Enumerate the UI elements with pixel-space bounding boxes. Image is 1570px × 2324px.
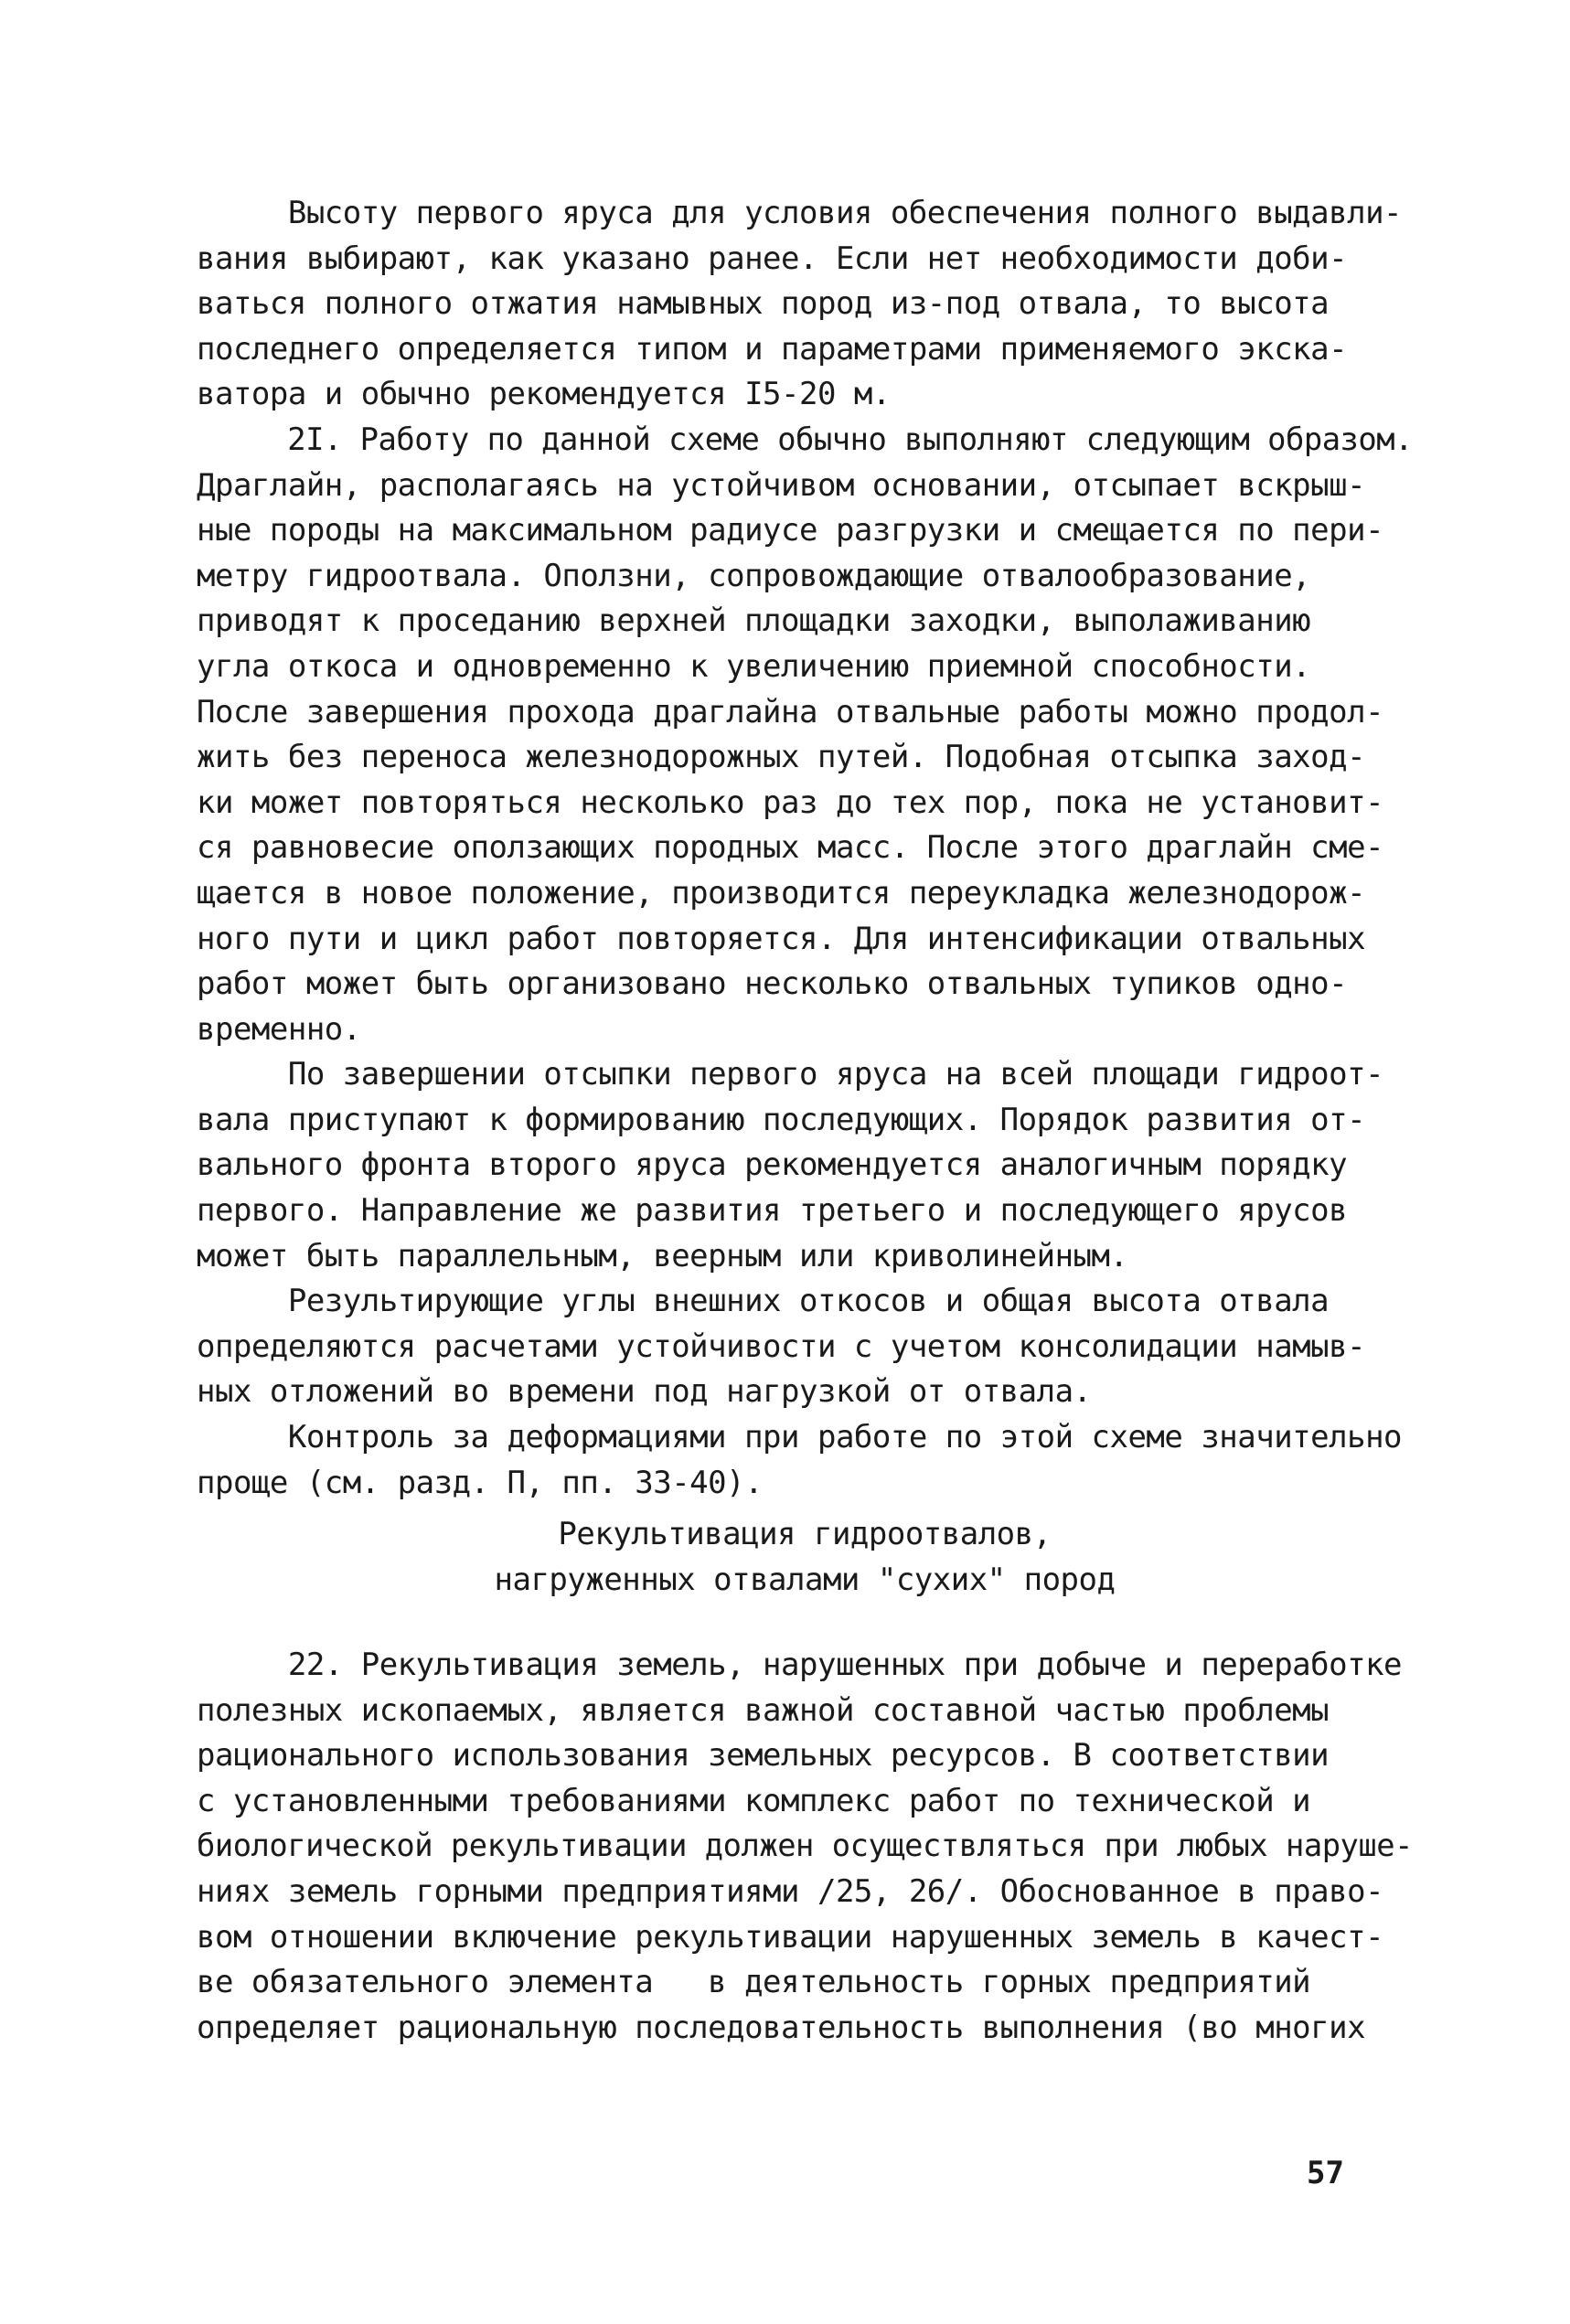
text-line: вом отношении включение рекультивации нарушенных земель в качест- <box>197 1918 1384 1956</box>
page-number: 57 <box>1307 2155 1344 2191</box>
text-line: вального фронта второго яруса рекомендуется аналогичным порядку <box>197 1146 1348 1184</box>
text-line: ные породы на максимальном радиусе разгрузки и смещается по пери- <box>197 512 1384 549</box>
section-heading-line: нагруженных отвалами "сухих" пород <box>494 1561 1116 1598</box>
text-line: вала приступают к формированию последующих. Порядок развития от- <box>197 1101 1366 1138</box>
text-line: биологической рекультивации должен осуществляться при любых наруше- <box>197 1828 1413 1865</box>
text-line: временно. <box>197 1010 361 1048</box>
text-line: ниях земель горными предприятиями /25, 26/. Обоснованное в право- <box>197 1872 1384 1910</box>
text-line: может быть параллельным, веерным или криволинейным. <box>197 1237 1128 1274</box>
text-line: Контроль за деформациями при работе по этой схеме значительно <box>197 1419 1403 1456</box>
text-line: ватора и обычно рекомендуется I5-20 м. <box>197 376 891 413</box>
text-line: ваться полного отжатия намывных пород из-под отвала, то высота <box>197 285 1330 323</box>
body-text-bottom <box>197 1643 1413 2051</box>
text-line: угла откоса и одновременно к увеличению приемной способности. <box>197 647 1311 685</box>
text-line: ся равновесие оползающих породных масс. После этого драглайн сме- <box>197 829 1384 867</box>
text-line: После завершения прохода драглайна отвальные работы можно продол- <box>197 693 1384 730</box>
text-line: рационального использования земельных ресурсов. В соответствии <box>197 1737 1330 1775</box>
text-line: ве обязательного элемента в деятельность горных предприятий <box>197 1964 1311 2001</box>
body-text-top <box>197 191 1413 1506</box>
text-line: 22. Рекультивация земель, нарушенных при добыче и переработке <box>197 1647 1403 1683</box>
text-line: работ может быть организовано несколько отвальных тупиков одно- <box>197 965 1348 1003</box>
section-heading-line: Рекультивация гидроотвалов, <box>558 1516 1052 1552</box>
text-line: Высоту первого яруса для условия обеспечения полного выдавли- <box>197 195 1403 231</box>
text-line: ных отложений во времени под нагрузкой от отвала. <box>197 1373 1092 1411</box>
text-line: щается в новое положение, производится переукладка железнодорож- <box>197 874 1366 911</box>
text-line: определяются расчетами устойчивости с учетом консолидации намыв- <box>197 1327 1366 1365</box>
text-line: проще (см. разд. П, пп. 33-40). <box>197 1464 764 1501</box>
text-line: последнего определяется типом и параметрами применяемого экска- <box>197 330 1348 368</box>
text-line: с установленными требованиями комплекс работ по технической и <box>197 1782 1311 1819</box>
text-line: определяет рациональную последовательность выполнения (во многих <box>197 2009 1366 2046</box>
text-line: По завершении отсыпки первого яруса на всей площади гидроот- <box>197 1056 1384 1093</box>
text-line: приводят к проседанию верхней площадки заходки, выполаживанию <box>197 602 1311 640</box>
text-line: вания выбирают, как указано ранее. Если нет необходимости доби- <box>197 240 1348 277</box>
text-line: Драглайн, располагаясь на устойчивом основании, отсыпает вскрыш- <box>197 466 1366 504</box>
text-line: полезных ископаемых, является важной составной частью проблемы <box>197 1691 1330 1729</box>
text-line: ки может повторяться несколько раз до тех пор, пока не установит- <box>197 784 1384 821</box>
text-line: метру гидроотвала. Оползни, сопровождающие отвалообразование, <box>197 557 1311 594</box>
text-line: Результирующие углы внешних откосов и общая высота отвала <box>197 1283 1330 1320</box>
text-line: первого. Направление же развития третьего и последующего ярусов <box>197 1192 1348 1230</box>
text-line: 2I. Работу по данной схеме обычно выполняют следующим образом. <box>197 421 1413 458</box>
section-heading <box>197 1512 1413 1603</box>
text-line: ного пути и цикл работ повторяется. Для интенсификации отвальных <box>197 920 1366 957</box>
text-line: жить без переноса железнодорожных путей. Подобная отсыпка заход- <box>197 739 1366 776</box>
